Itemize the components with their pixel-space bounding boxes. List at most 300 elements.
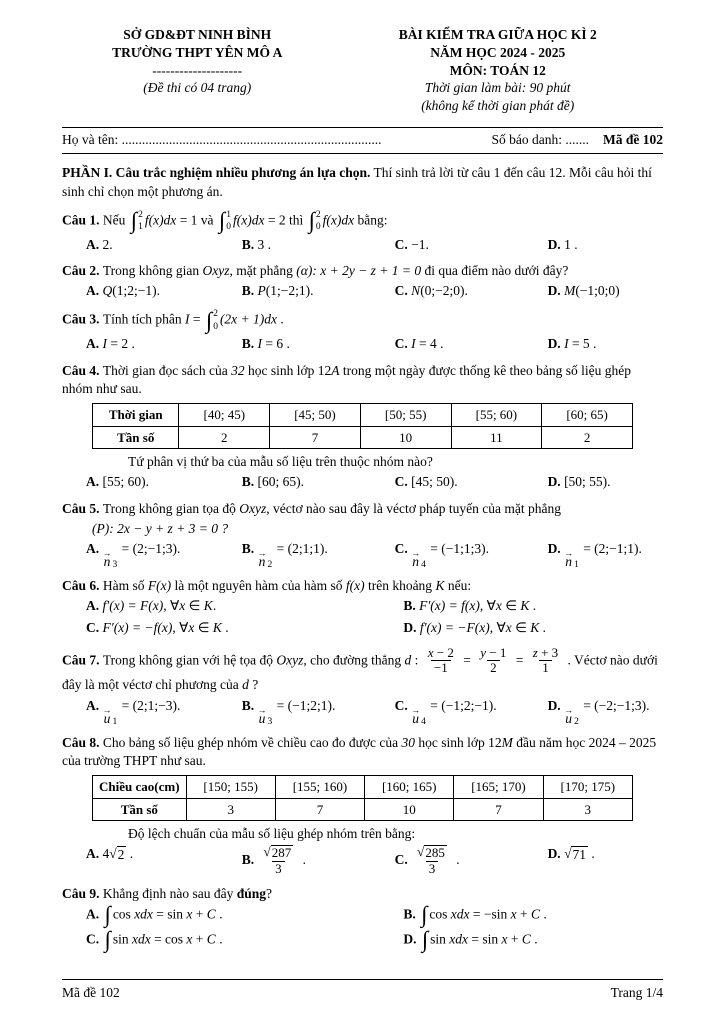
integral-upper-limit: 1 <box>226 209 231 220</box>
option-label: C. <box>394 697 412 713</box>
radicand: 2 <box>117 847 125 863</box>
option-B: B. I = 6 . <box>241 336 290 352</box>
option-label: A. <box>86 474 103 490</box>
math-text: I <box>185 311 190 327</box>
integral-upper-limit: 2 <box>315 209 321 220</box>
vector-letter: u <box>258 711 266 727</box>
vector <box>411 550 426 569</box>
question-number: Câu 4. <box>62 362 103 378</box>
option-B: B. F′(x) = f(x), ∀x ∈ K . <box>403 598 537 614</box>
vector <box>103 550 118 569</box>
math-text: I <box>411 336 416 352</box>
math-text: Oxyz <box>276 652 304 668</box>
integral-sign: ∫ <box>104 927 111 953</box>
vector-letter: n <box>103 554 111 570</box>
student-info-bar <box>62 127 663 154</box>
school-year: NĂM HỌC 2024 - 2025 <box>430 44 566 60</box>
vector <box>411 704 426 727</box>
math-text: A <box>331 362 340 378</box>
fraction-numerator <box>261 845 297 861</box>
option-C: C. → u 4 = (−1;2;−1). <box>394 697 497 727</box>
option-A: A. 2. <box>86 236 113 252</box>
question-stem: Câu 9. Khẳng định nào sau đây đúng? <box>62 886 273 902</box>
math-text: xdx <box>134 906 153 922</box>
school-name: TRƯỜNG THPT YÊN MÔ A <box>112 44 283 60</box>
table-row <box>93 798 633 821</box>
option-C: C. √ 285 3 . <box>394 844 460 877</box>
question-subtext <box>62 520 663 538</box>
vector-arrow-icon: → <box>257 548 267 558</box>
math-text: C <box>206 931 216 947</box>
vector-arrow-icon: → <box>411 548 421 558</box>
fraction-numerator: x − 2 <box>427 644 454 660</box>
option-D: D. I = 5 . <box>547 336 597 352</box>
question-6 <box>62 577 663 638</box>
question-number: Câu 6. <box>62 577 103 593</box>
math-text: F(x) <box>147 577 172 593</box>
option-label: D. <box>403 620 420 636</box>
exam-title: BÀI KIỂM TRA GIỮA HỌC KÌ 2 <box>398 27 597 42</box>
option-label: B. <box>241 852 258 868</box>
question-stem: Câu 8. Cho bảng số liệu ghép nhóm về chiều cao đo được của 30 học sinh lớp 12M đầu năm học 2024 – 2025 của trường THPT như sau. <box>62 734 657 768</box>
question-5 <box>62 500 663 569</box>
math-text: K <box>435 577 445 593</box>
math-text: Oxyz <box>202 262 230 278</box>
integral-sign: ∫ <box>218 207 226 233</box>
vector-arrow-icon: → <box>102 704 112 715</box>
option-label: A. <box>86 541 103 556</box>
math-text: f(x)dx <box>322 212 355 228</box>
math-text: (α): x + 2y − z + 1 = 0 <box>296 262 422 278</box>
fraction-denominator: 3 <box>272 861 285 877</box>
pages-note: (Đề thi có 04 trang) <box>143 80 252 96</box>
option-label: D. <box>547 236 565 252</box>
fraction-numerator <box>414 845 450 861</box>
option-label: A. <box>86 697 103 713</box>
answer-options <box>62 236 663 254</box>
question-stem: Câu 7. Trong không gian với hệ tọa độ Oxyz, cho đường thẳng d : $\frac{x - 2}{-1}$ = $\frac{y - 1}{2}$ = $\frac{z + 3}{1}$ . Véctơ nào dưới đây là một véctơ chỉ phương của d ? <box>62 644 658 693</box>
math-text: f(x) <box>345 577 365 593</box>
header-school-block <box>62 26 332 115</box>
option-label: C. <box>394 541 412 556</box>
table-cell: 7 <box>454 798 543 821</box>
fraction <box>414 845 450 877</box>
integral <box>421 902 428 928</box>
integral-limits <box>213 308 218 333</box>
vector-letter: n <box>412 554 420 570</box>
option-label: A. <box>86 283 103 299</box>
answer-options <box>62 845 663 877</box>
square-root <box>109 846 126 863</box>
vector <box>564 704 579 727</box>
option-C: C. −1. <box>394 236 429 252</box>
footer-exam-code: Mã đề 102 <box>62 984 120 1000</box>
radicand: 285 <box>425 845 445 861</box>
section-heading <box>62 164 663 200</box>
table-row <box>93 426 633 449</box>
table-cell: [155; 160) <box>275 775 364 798</box>
option-label: B. <box>241 336 258 352</box>
fraction <box>261 845 297 877</box>
option-label: D. <box>547 846 565 862</box>
vector-symbol <box>411 550 420 569</box>
question-1 <box>62 209 663 254</box>
math-text: I <box>257 336 263 352</box>
exam-code-badge: Mã đề 102 <box>603 132 663 148</box>
integral-sign: ∫ <box>104 902 111 928</box>
section-title: PHẦN I. Câu trắc nghiệm nhiều phương án lựa chọn. <box>62 165 371 181</box>
option-label: C. <box>394 236 412 252</box>
math-text: xdx <box>450 906 470 922</box>
math-text: F′(x) = −f(x) <box>102 620 173 636</box>
vector-symbol <box>564 704 574 727</box>
math-text: x <box>495 598 502 614</box>
option-D: D. [50; 55). <box>547 474 611 490</box>
table-cell: 7 <box>270 426 361 449</box>
integral-limits <box>316 209 321 234</box>
answer-options <box>62 473 663 491</box>
option-A: A. 4 √ 2 . <box>86 846 134 863</box>
option-C: C. N(0;−2;0). <box>394 283 468 299</box>
radicand: 287 <box>271 845 292 861</box>
option-label: A. <box>86 846 103 862</box>
option-label: A. <box>86 906 103 922</box>
questions-list <box>62 209 663 951</box>
vector-arrow-icon: → <box>564 548 574 558</box>
fraction-numerator: y − 1 <box>480 644 507 660</box>
radicand: 71 <box>572 847 586 863</box>
answer-options <box>62 540 663 569</box>
duration-note: Thời gian làm bài: 90 phút <box>424 80 571 96</box>
integral <box>219 209 231 234</box>
math-text: x <box>179 598 186 614</box>
vector <box>102 704 118 727</box>
table-body <box>93 775 633 820</box>
distribution-note: (không kể thời gian phát đề) <box>421 98 575 114</box>
vector-letter: u <box>412 711 420 727</box>
option-B: B. P(1;−2;1). <box>241 283 314 299</box>
answer-options <box>62 597 663 637</box>
fraction-numerator: z + 3 <box>532 644 559 660</box>
option-label: D. <box>403 931 420 947</box>
math-text: K <box>530 620 540 636</box>
fraction-denominator: −1 <box>431 660 451 676</box>
option-label: B. <box>241 697 258 713</box>
math-text: xdx <box>131 931 151 947</box>
math-text: xdx <box>449 931 469 947</box>
footer-page-number: Trang 1/4 <box>610 984 663 1000</box>
integral-sign: ∫ <box>205 307 213 333</box>
option-A: A. [55; 60). <box>86 474 149 490</box>
radical-sign: √ <box>417 844 425 860</box>
page-footer <box>62 979 663 1002</box>
option-label: B. <box>241 541 258 556</box>
vector <box>257 704 273 727</box>
math-text: K <box>520 598 530 614</box>
question-number: Câu 8. <box>62 734 103 750</box>
integral <box>104 927 111 953</box>
question-stem: Câu 5. Trong không gian tọa độ Oxyz, véctơ nào sau đây là véctơ pháp tuyến của mặt phẳng <box>62 500 561 516</box>
option-label: B. <box>403 906 420 922</box>
vector-symbol <box>102 704 112 727</box>
answer-options <box>62 697 663 726</box>
option-C: C. [45; 50). <box>394 474 458 490</box>
vector-arrow-icon: → <box>102 548 112 558</box>
radical-sign: √ <box>109 846 117 862</box>
fraction-denominator: 1 <box>539 660 552 676</box>
integral <box>206 308 218 333</box>
vector-subscript: 4 <box>421 716 426 727</box>
math-text: f(x)dx <box>232 212 265 228</box>
math-text: I <box>564 336 569 352</box>
math-text: Oxyz <box>239 500 267 516</box>
table-row-header: Thời gian <box>93 404 179 427</box>
option-label: D. <box>547 541 565 556</box>
question-number: Câu 3. <box>62 311 103 327</box>
question-4 <box>62 362 663 492</box>
option-D: D. → u 2 = (−2;−1;3). <box>547 697 650 727</box>
math-text: x <box>510 906 517 922</box>
question-subtext: Độ lệch chuẩn của mẫu số liệu ghép nhóm trên bằng: <box>128 826 416 842</box>
table-row-header: Tần số <box>93 426 179 449</box>
integral-lower-limit: 1 <box>138 222 143 233</box>
table-cell: [55; 60) <box>451 404 542 427</box>
math-text: C <box>206 906 216 922</box>
option-label: C. <box>394 283 412 299</box>
vector-arrow-icon: → <box>411 704 421 715</box>
option-label: D. <box>547 283 565 299</box>
option-label: C. <box>394 474 412 490</box>
option-label: C. <box>394 852 412 868</box>
table-cell: [50; 55) <box>360 404 451 427</box>
math-text: C <box>531 906 541 922</box>
table-cell: [40; 45) <box>179 404 270 427</box>
vector-symbol <box>411 704 421 727</box>
vector-arrow-icon: → <box>257 704 267 715</box>
option-A: A. I = 2 . <box>86 336 135 352</box>
table-cell: 2 <box>179 426 270 449</box>
table-body <box>93 404 633 449</box>
vector-letter: n <box>258 554 266 570</box>
subject-name: MÔN: TOÁN 12 <box>449 62 546 78</box>
math-text: f(x)dx <box>144 212 177 228</box>
option-label: C. <box>394 336 412 352</box>
option-D: D. √ 71 . <box>547 846 595 863</box>
table-cell: 11 <box>451 426 542 449</box>
math-text: y <box>480 644 487 660</box>
math-text: K <box>212 620 222 636</box>
question-stem: Câu 4. Thời gian đọc sách của 32 học sinh lớp 12A trong một ngày được thống kê theo bảng số liệu ghép nhóm như sau. <box>62 362 632 396</box>
math-text: I <box>102 336 107 352</box>
option-label: D. <box>547 474 565 490</box>
question-stem: Câu 2. Trong không gian Oxyz, mặt phẳng (α): x + 2y − z + 1 = 0 đi qua điểm nào dưới đây? <box>62 262 569 278</box>
vector-subscript: 1 <box>112 716 118 727</box>
option-A: A. f′(x) = F(x), ∀x ∈ K. <box>86 598 217 614</box>
math-text: x <box>186 931 193 947</box>
option-C: C. → n 4 = (−1;1;3). <box>394 541 490 571</box>
vector-subscript: 1 <box>574 560 579 571</box>
vector-subscript: 3 <box>267 716 273 727</box>
question-7 <box>62 646 663 726</box>
header-exam-block <box>332 26 663 115</box>
option-D: D. M(−1;0;0) <box>547 283 620 299</box>
question-number: Câu 1. <box>62 212 103 228</box>
math-text: Q <box>102 283 113 299</box>
option-label: A. <box>86 336 103 352</box>
table-cell: 7 <box>275 798 364 821</box>
fraction <box>530 646 561 677</box>
table-cell: 10 <box>365 798 454 821</box>
integral-lower-limit: 0 <box>213 321 218 332</box>
math-text: 30 <box>401 734 416 750</box>
vector-symbol <box>257 704 267 727</box>
integral-upper-limit: 2 <box>138 209 143 220</box>
question-stem: Câu 3. Tính tích phân I = ∫ 2 0 (2x + 1)dx . <box>62 307 284 333</box>
square-root <box>564 846 588 863</box>
option-label: D. <box>547 336 565 352</box>
math-text: P <box>257 283 266 299</box>
divider-dashes: -------------------- <box>152 62 243 78</box>
vector-subscript: 4 <box>421 560 426 571</box>
math-text: d <box>404 652 412 668</box>
option-label: A. <box>86 236 103 252</box>
vector-symbol <box>103 550 112 569</box>
math-text: K <box>203 598 213 614</box>
option-C: C. ∫ sin xdx = cos x + C . <box>86 927 223 953</box>
math-text: f′(x) = F(x) <box>102 598 164 614</box>
option-A: A. → n 3 = (2;−1;3). <box>86 541 181 571</box>
vector-letter: u <box>565 711 572 727</box>
math-text: d <box>242 677 249 693</box>
table-cell: 3 <box>186 798 275 821</box>
math-text: x <box>188 620 195 636</box>
square-root <box>417 845 447 861</box>
radical-sign: √ <box>263 844 271 860</box>
answer-options <box>62 282 663 300</box>
option-B: B. [60; 65). <box>241 474 305 490</box>
integral <box>309 209 321 234</box>
option-B: B. 3 . <box>241 236 272 252</box>
question-subtext: Tứ phân vị thứ ba của mẫu số liệu trên thuộc nhóm nào? <box>128 454 433 470</box>
question-stem: Câu 6. Hàm số F(x) là một nguyên hàm của hàm số f(x) trên khoảng K nếu: <box>62 577 472 593</box>
fraction-denominator: 2 <box>487 660 500 676</box>
vector <box>258 550 273 569</box>
option-label: B. <box>403 598 420 614</box>
math-text: x <box>186 906 193 922</box>
question-number: Câu 9. <box>62 886 103 902</box>
option-label: C. <box>86 620 103 636</box>
option-label: C. <box>86 931 103 947</box>
option-D: D. f′(x) = −F(x), ∀x ∈ K . <box>403 620 547 636</box>
question-8 <box>62 734 663 878</box>
math-text: x <box>501 931 508 947</box>
option-A: A. ∫ cos xdx = sin x + C . <box>86 902 223 928</box>
option-label: A. <box>86 598 103 614</box>
vector-symbol <box>258 550 267 569</box>
option-A: A. Q(1;2;−1). <box>86 283 160 299</box>
frequency-table <box>92 403 633 449</box>
square-root <box>264 845 294 861</box>
table-row <box>93 775 633 798</box>
question-2 <box>62 262 663 300</box>
table-row-header: Chiều cao(cm) <box>93 775 187 798</box>
vector-letter: n <box>565 554 572 570</box>
table-cell: [150; 155) <box>186 775 275 798</box>
option-B: B. √ 287 3 . <box>241 844 306 877</box>
fraction <box>425 646 457 677</box>
integral <box>131 209 143 234</box>
question-stem: Câu 1. Nếu ∫ 2 1 f(x)dx = 1 và ∫ 1 0 f(x)dx = 2 thì ∫ 2 0 f(x)dx bằng: <box>62 207 388 233</box>
math-text: N <box>411 283 421 299</box>
integral-upper-limit: 2 <box>213 309 218 320</box>
table-cell: 10 <box>360 426 451 449</box>
vector-subscript: 3 <box>112 560 118 571</box>
option-label: B. <box>241 283 258 299</box>
section-description: Thí sinh trả lời từ câu 1 đến câu 12. Mỗi câu hỏi thí sinh chỉ chọn một phương án. <box>62 165 652 199</box>
option-D: D. 1 . <box>547 236 578 252</box>
fraction-denominator: 3 <box>426 861 439 877</box>
option-C: C. F′(x) = −f(x), ∀x ∈ K . <box>86 620 229 636</box>
math-text: x <box>427 644 434 660</box>
candidate-number-label: Số báo danh: ....... <box>491 132 589 148</box>
option-A: A. → u 1 = (2;1;−3). <box>86 697 181 727</box>
integral <box>104 902 111 928</box>
math-text: F′(x) = f(x) <box>419 598 480 614</box>
integral-limits <box>226 209 231 234</box>
answer-options <box>62 902 663 953</box>
option-D: D. → n 1 = (2;−1;1). <box>547 541 642 571</box>
vector-arrow-icon: → <box>564 704 574 715</box>
option-B: B. ∫ cos xdx = −sin x + C . <box>403 902 547 928</box>
vector-subscript: 2 <box>267 560 273 571</box>
table-row-header: Tần số <box>93 798 187 821</box>
option-B: B. → n 2 = (2;1;1). <box>241 541 328 571</box>
table-cell: 3 <box>543 798 632 821</box>
table-cell: [60; 65) <box>542 404 633 427</box>
option-B: B. → u 3 = (−1;2;1). <box>241 697 336 727</box>
integral-sign: ∫ <box>308 207 315 233</box>
math-text: 32 <box>231 362 245 378</box>
math-text: M <box>501 734 513 750</box>
table-cell: 2 <box>542 426 633 449</box>
integral-sign: ∫ <box>421 902 428 928</box>
math-text: M <box>564 283 576 299</box>
question-9 <box>62 885 663 951</box>
math-text: f′(x) = −F(x) <box>419 620 490 636</box>
question-number: Câu 5. <box>62 500 103 516</box>
math-text: x <box>505 620 512 636</box>
answer-options <box>62 335 663 353</box>
table-cell: [160; 165) <box>365 775 454 798</box>
option-label: B. <box>241 474 258 490</box>
vector-symbol <box>564 550 573 569</box>
integral-limits <box>138 209 143 234</box>
name-field-label: Họ và tên: ............................................................................. <box>62 132 382 148</box>
question-number: Câu 2. <box>62 262 103 278</box>
integral <box>421 927 429 953</box>
radical-sign: √ <box>564 846 572 862</box>
bold-text: đúng <box>236 886 267 902</box>
question-3 <box>62 308 663 353</box>
table-cell: [170; 175) <box>543 775 632 798</box>
table-cell: [165; 170) <box>454 775 543 798</box>
frequency-table <box>92 775 633 821</box>
vector-letter: u <box>103 711 111 727</box>
option-label: D. <box>547 697 565 713</box>
vector-subscript: 2 <box>574 716 579 727</box>
question-number: Câu 7. <box>62 652 103 668</box>
math-text: (2x + 1)dx <box>219 311 278 327</box>
